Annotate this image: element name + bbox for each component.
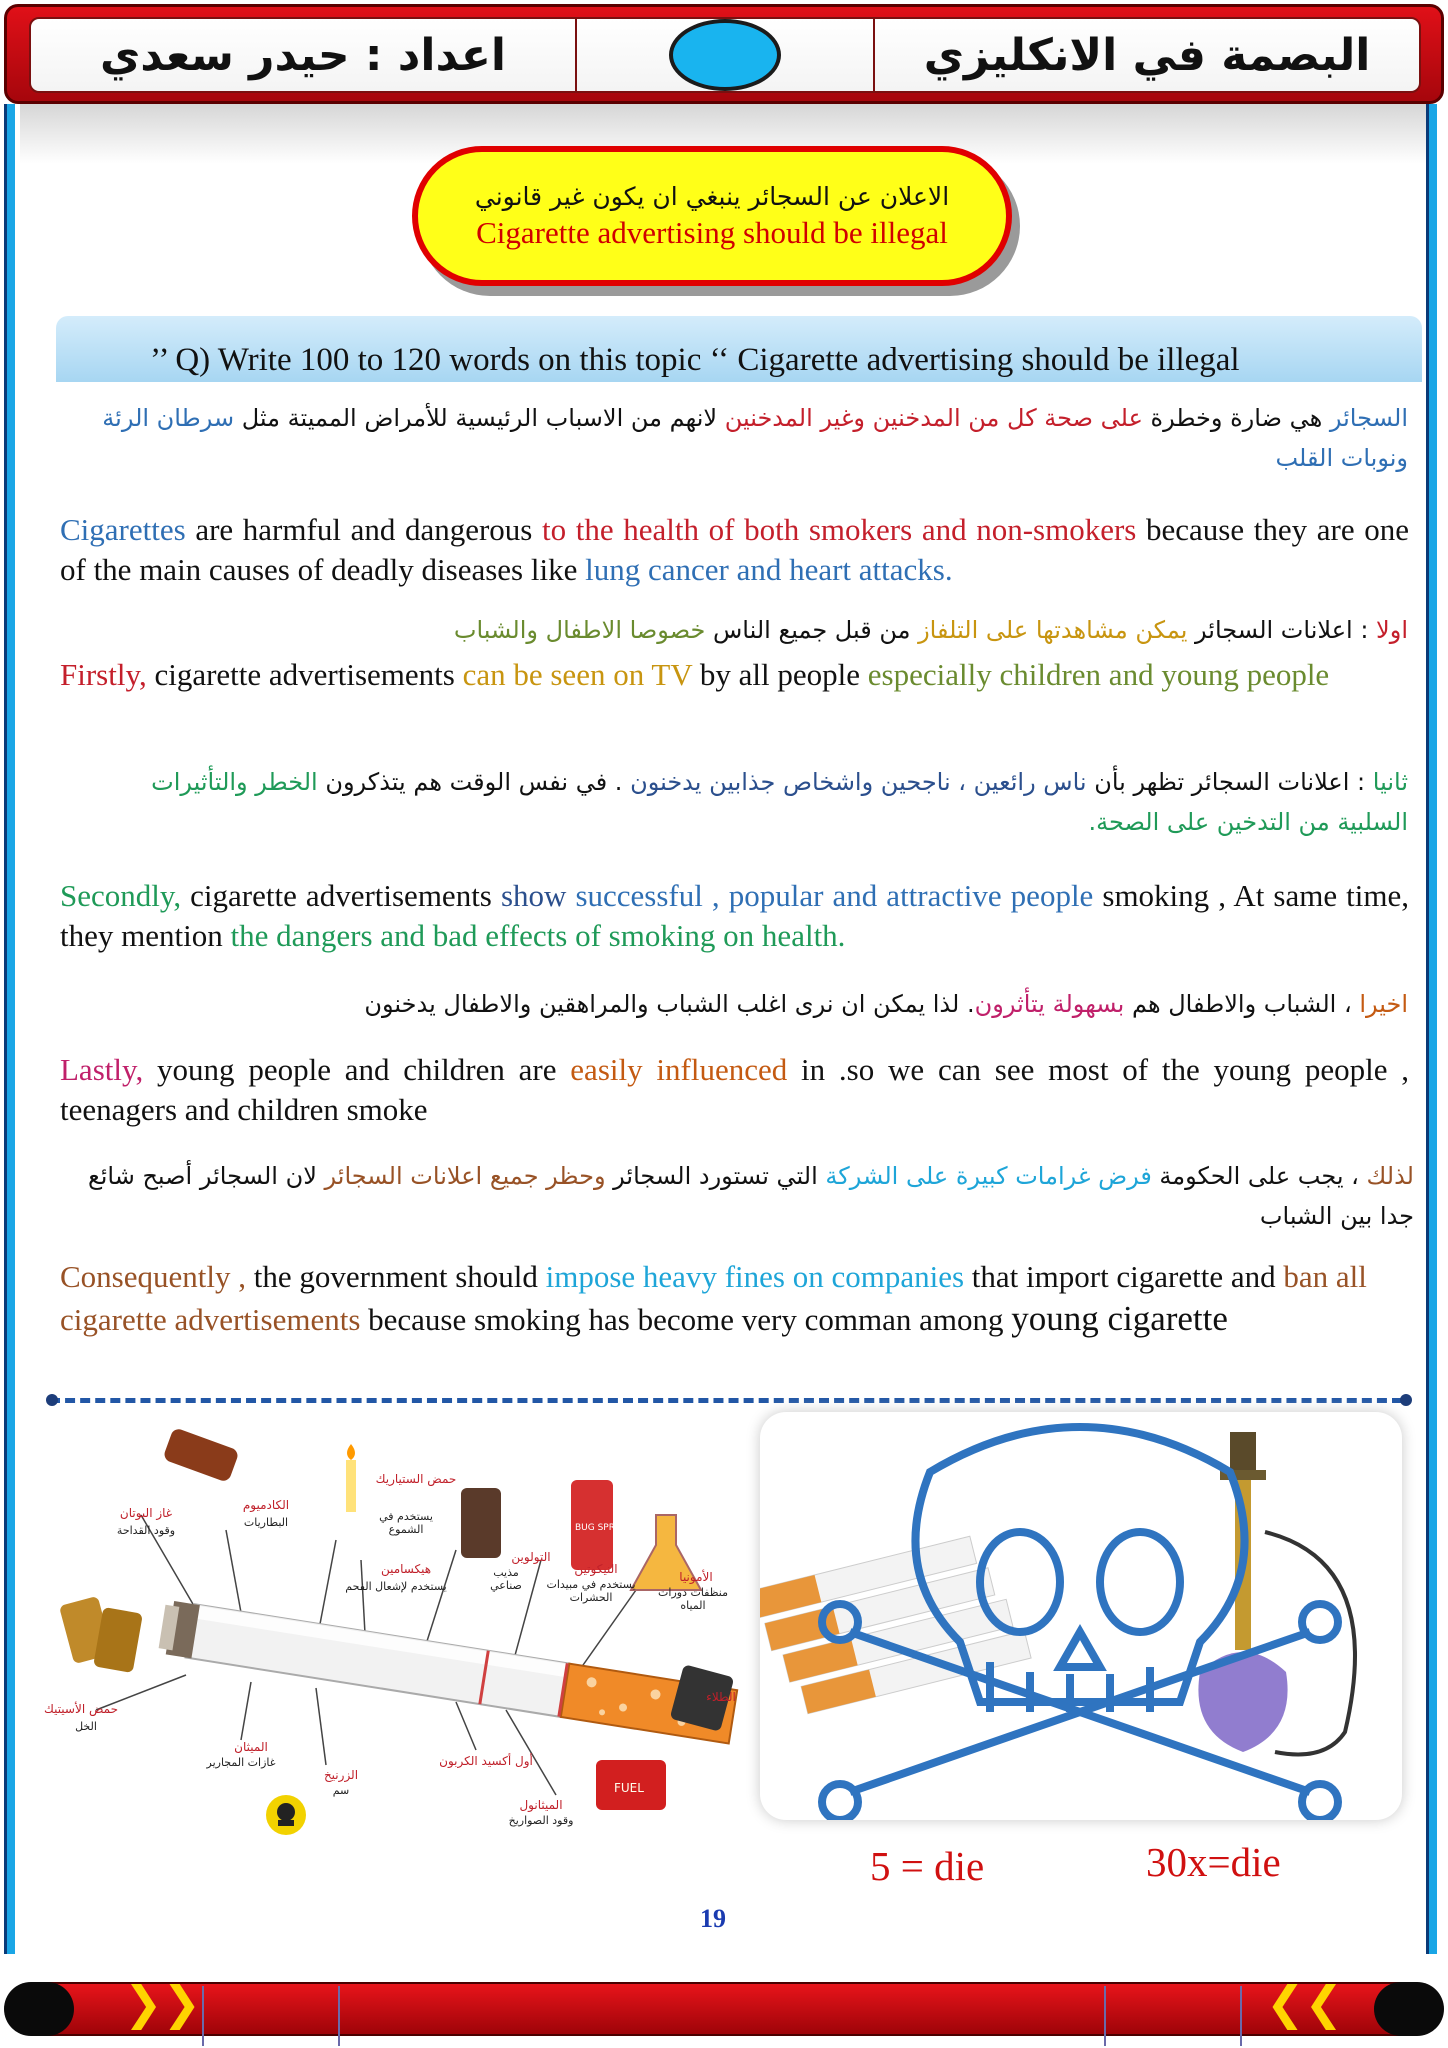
p2-ar-c: يمكن مشاهدتها على التلفاز bbox=[918, 616, 1188, 644]
section-divider bbox=[50, 1398, 1402, 1403]
p5-ar-d: التي تستورد السجائر bbox=[605, 1162, 826, 1190]
paragraph-4-arabic bbox=[48, 984, 1408, 1024]
chevron-left-icon: ❮❮ bbox=[1266, 1976, 1344, 2030]
p3-ar-c: ناس رائعين ، ناجحين واشخاص جذابين يدخنون bbox=[630, 768, 1087, 796]
p1-en-d: because they are one of the main causes of deadly diseases like bbox=[60, 512, 1409, 587]
paragraph-4-english bbox=[60, 1050, 1409, 1130]
p1-ar-b: هي ضارة وخطرة bbox=[1142, 404, 1330, 432]
paragraph-2-arabic bbox=[48, 610, 1408, 650]
label-hexamine-sub: يستخدم لإشعال الفحم bbox=[345, 1580, 447, 1593]
p2-ar-d: من قبل جميع الناس bbox=[705, 616, 919, 644]
p5-en-e: ban all cigarette advertisements bbox=[60, 1259, 1367, 1337]
label-arsenic-sub: سم bbox=[332, 1784, 350, 1797]
p3-en-d: successful , popular and attractive people bbox=[566, 878, 1094, 913]
page-footer bbox=[8, 1982, 1440, 2036]
p5-en-b: the government should bbox=[246, 1259, 546, 1294]
author-name: اعداد : حيدر سعدي bbox=[99, 29, 507, 81]
book-title-panel bbox=[873, 17, 1421, 93]
p5-en-g: young bbox=[1011, 1299, 1099, 1338]
paragraph-1-arabic bbox=[48, 398, 1408, 478]
footer-cap-right bbox=[1374, 1982, 1444, 2036]
label-acetic-acid-sub: الخل bbox=[75, 1720, 97, 1733]
fuel-label: FUEL bbox=[614, 1781, 644, 1795]
footer-divider-3 bbox=[1104, 1986, 1106, 2046]
label-arsenic: الزرنيخ bbox=[323, 1768, 359, 1782]
label-toluene-sub: مذيب صناعي bbox=[490, 1566, 522, 1592]
p1-en-a: Cigarettes bbox=[60, 512, 186, 547]
chevron-right-icon: ❯❯ bbox=[124, 1976, 202, 2030]
p2-ar-e: خصوصا الاطفال والشباب bbox=[453, 616, 706, 644]
caption-thirty-die: 30x=die bbox=[1146, 1839, 1281, 1885]
p5-ar-b: ، يجب على الحكومة bbox=[1151, 1162, 1367, 1190]
label-ammonia-sub: منظفات دورات المياه bbox=[658, 1586, 728, 1612]
p3-ar-e: الخطر والتأثيرات السلبية من التدخين على الصحة. bbox=[151, 768, 1408, 836]
p1-ar-c: على صحة كل من المدخنين وغير المدخنين bbox=[724, 404, 1143, 432]
p1-en-b: are harmful and dangerous bbox=[185, 512, 543, 547]
p2-en-e: especially children and young people bbox=[867, 657, 1330, 692]
bug-spray-label: BUG SPRAY bbox=[575, 1523, 626, 1533]
p5-en-f: because smoking has become very comman among bbox=[360, 1302, 1012, 1337]
label-nicotine: النيكوتين bbox=[574, 1562, 618, 1576]
p5-en-h: cigarette bbox=[1098, 1299, 1228, 1338]
p2-en-b: cigarette advertisements bbox=[146, 657, 463, 692]
skull-icon bbox=[822, 1427, 1338, 1820]
p1-en-e: lung cancer and heart attacks. bbox=[585, 552, 953, 587]
object-icons bbox=[59, 1427, 734, 1835]
p3-ar-b: : اعلانات السجائر تظهر بأن bbox=[1086, 768, 1373, 796]
p3-en-b: cigarette advertisements bbox=[181, 878, 501, 913]
p5-en-c: impose heavy fines on companies bbox=[545, 1259, 965, 1294]
paragraph-5-arabic bbox=[54, 1156, 1414, 1236]
p4-en-d: in .so we can see most of the young people , teenagers and children smoke bbox=[60, 1052, 1409, 1127]
p4-en-a: Lastly, bbox=[60, 1052, 144, 1087]
p1-ar-d: لانهم من الاسباب الرئيسية للأمراض المميتة مثل bbox=[234, 404, 725, 432]
paragraph-3-english bbox=[60, 876, 1409, 956]
right-frame-rail bbox=[1426, 104, 1437, 1954]
paragraph-2-english bbox=[60, 655, 1409, 695]
paragraph-3-arabic bbox=[108, 762, 1408, 842]
p2-ar-b: : اعلانات السجائر bbox=[1187, 616, 1377, 644]
topic-title-arabic: الاعلان عن السجائر ينبغي ان يكون غير قانوني bbox=[474, 181, 950, 211]
footer-divider-2 bbox=[338, 1986, 340, 2046]
label-methane: الميثان bbox=[234, 1740, 268, 1754]
label-methanol: الميثانول bbox=[519, 1798, 563, 1812]
p3-en-e: smoking , At same time, they mention bbox=[60, 878, 1409, 953]
p3-en-f: the dangers and bad effects of smoking on health. bbox=[230, 918, 846, 953]
hookah-icon bbox=[1198, 1432, 1355, 1755]
header-oval-emblem bbox=[669, 19, 781, 91]
label-hexamine: هيكسامين bbox=[380, 1562, 432, 1576]
topic-title-english: Cigarette advertising should be illegal bbox=[476, 214, 948, 250]
p5-ar-a: لذلك bbox=[1366, 1162, 1414, 1190]
p2-en-d: by all people bbox=[692, 657, 868, 692]
p4-en-b: young people and children are bbox=[143, 1052, 571, 1087]
label-toluene: التولوين bbox=[511, 1550, 551, 1564]
question-text: ’’ Q) Write 100 to 120 words on this topic ‘‘ Cigarette advertising should be illegal bbox=[150, 342, 1240, 378]
label-nicotine-sub: يستخدم في مبيدات الحشرات bbox=[546, 1578, 636, 1604]
p1-ar-a: السجائر bbox=[1329, 404, 1408, 432]
p5-en-a: Consequently , bbox=[60, 1259, 246, 1294]
p2-en-a: Firstly, bbox=[60, 657, 147, 692]
label-methanol-sub: وقود الصواريخ bbox=[508, 1814, 574, 1827]
paragraph-1-english bbox=[60, 510, 1409, 590]
skull-hookah-figure bbox=[760, 1412, 1402, 1820]
left-frame-rail bbox=[4, 104, 15, 1954]
label-butane-sub: وقود القداحة bbox=[116, 1524, 176, 1537]
p4-ar-a: اخيرا bbox=[1359, 990, 1408, 1018]
header-center-panel bbox=[575, 17, 875, 93]
label-butane: غاز البوتان bbox=[119, 1506, 173, 1520]
label-carbon-monoxide: أول أكسيد الكربون bbox=[439, 1754, 533, 1768]
label-cadmium: الكادميوم bbox=[242, 1498, 290, 1512]
label-stearic-acid-sub: يستخدم في الشموع bbox=[379, 1510, 433, 1536]
p5-ar-e: وحظر جميع اعلانات السجائر bbox=[324, 1162, 606, 1190]
footer-divider-4 bbox=[1240, 1986, 1242, 2046]
label-paint: الطلاء bbox=[706, 1690, 736, 1704]
label-acetic-acid: حمض الأسيتيك bbox=[43, 1702, 119, 1716]
footer-cap-left bbox=[4, 1982, 74, 2036]
topic-title-capsule bbox=[412, 146, 1012, 286]
p3-ar-d: . في نفس الوقت هم يتذكرون bbox=[317, 768, 631, 796]
skull-crossbones-illustration bbox=[760, 1412, 1402, 1820]
paragraph-5-english bbox=[60, 1256, 1400, 1341]
p2-ar-a: اولا bbox=[1376, 616, 1408, 644]
book-title: البصمة في الانكليزي bbox=[923, 29, 1371, 81]
label-cadmium-sub: البطاريات bbox=[243, 1516, 289, 1529]
cigarette-chemicals-figure bbox=[36, 1420, 756, 1840]
label-stearic-acid: حمض الستياريك bbox=[375, 1472, 457, 1486]
caption-five-die: 5 = die bbox=[870, 1843, 985, 1889]
author-panel bbox=[29, 17, 577, 93]
p4-ar-b: ، الشباب والاطفال هم bbox=[1124, 990, 1360, 1018]
p3-ar-a: ثانيا bbox=[1372, 768, 1408, 796]
page-header bbox=[4, 4, 1444, 104]
divider-dot-left bbox=[46, 1394, 58, 1406]
p4-ar-c: بسهولة يتأثرون bbox=[974, 990, 1125, 1018]
p1-ar-e: سرطان الرئة ونوبات القلب bbox=[102, 404, 1408, 472]
label-methane-sub: غازات المجارير bbox=[206, 1756, 276, 1769]
p4-ar-d: . لذا يمكن ان نرى اغلب الشباب والمراهقين والاطفال يدخنون bbox=[364, 990, 975, 1018]
p5-ar-c: فرض غرامات كبيرة على الشركة bbox=[825, 1162, 1152, 1190]
footer-divider-1 bbox=[202, 1986, 204, 2046]
page-number: 19 bbox=[700, 1904, 726, 1933]
divider-dot-right bbox=[1400, 1394, 1412, 1406]
p3-en-a: Secondly, bbox=[60, 878, 182, 913]
p3-en-c: show bbox=[500, 878, 567, 913]
label-ammonia: الأمونيا bbox=[679, 1570, 713, 1584]
p5-ar-f: لان السجائر أصبح شائع جدا بين الشباب bbox=[87, 1162, 1414, 1230]
p2-en-c: can be seen on TV bbox=[462, 657, 693, 692]
p4-en-c: easily influenced bbox=[570, 1052, 788, 1087]
p5-en-d: that import cigarette and bbox=[964, 1259, 1284, 1294]
p1-en-c: to the health of both smokers and non-smokers bbox=[542, 512, 1137, 547]
